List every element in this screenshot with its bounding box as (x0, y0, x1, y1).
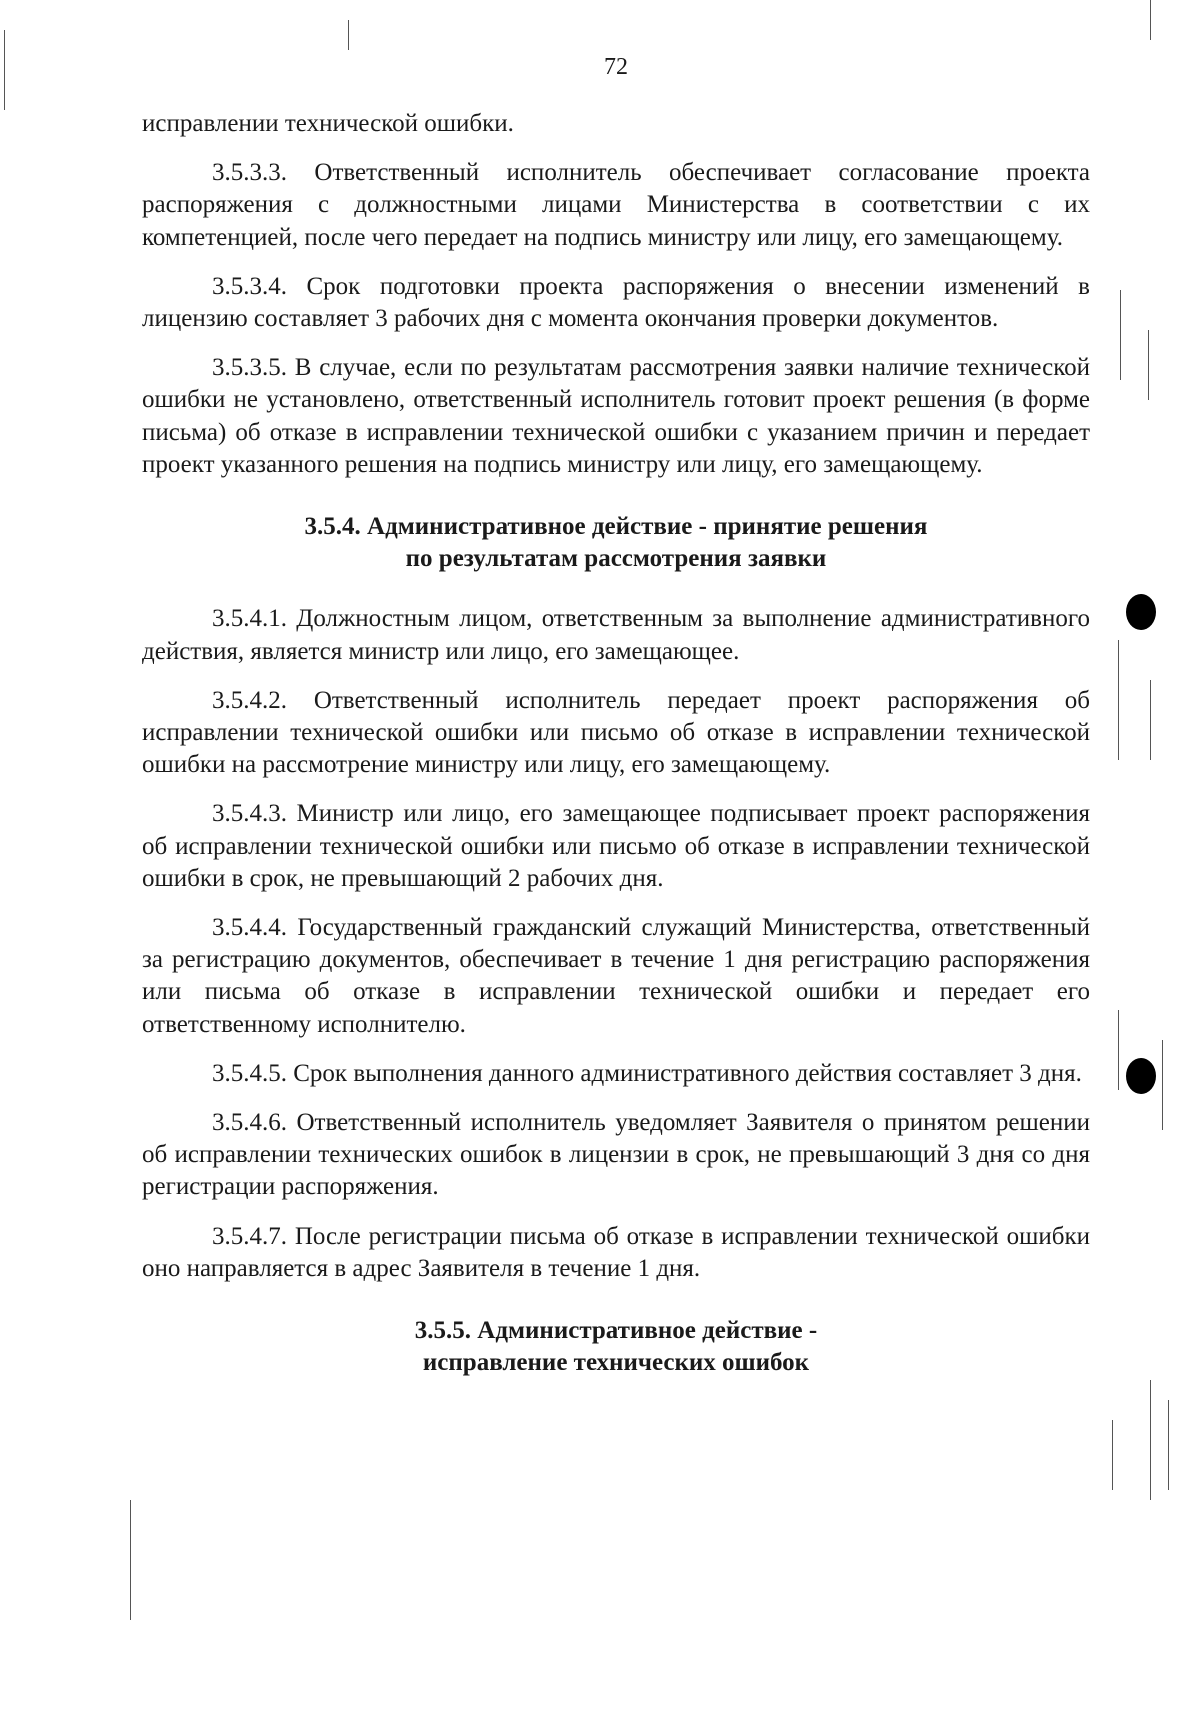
page-number: 72 (604, 54, 628, 80)
paragraph-3-5-4-5: 3.5.4.5. Срок выполнения данного административного действия составляет 3 дня. (212, 1059, 1082, 1087)
document-body (142, 108, 1090, 1408)
paragraph-3-5-3-5: 3.5.3.5. В случае, если по результатам рассмотрения заявки наличие технической ошибки не установлено, ответственный исполнитель готовит проект решения (в форме письма) об отказе в исправлении технической ошибки с указанием причин и передает проект указанного решения на подпись министру или лицу, его замещающему. (142, 354, 1090, 478)
scan-streak (1150, 1380, 1151, 1500)
section-heading-3-5-4-line2: по результатам рассмотрения заявки (405, 545, 827, 573)
scan-streak (130, 1500, 131, 1620)
scan-hole-dot (1126, 1058, 1156, 1094)
section-heading-3-5-5 (142, 1315, 1090, 1379)
scan-streak (1112, 1420, 1113, 1490)
paragraph-3-5-4-1: 3.5.4.1. Должностным лицом, ответственным за выполнение административного действия, является министр или лицо, его замещающее. (142, 605, 1090, 665)
paragraph-3-5-4-7: 3.5.4.7. После регистрации письма об отказе в исправлении технической ошибки оно направляется в адрес Заявителя в течение 1 дня. (142, 1222, 1090, 1282)
scan-streak (1118, 1010, 1119, 1090)
scan-streak (1148, 330, 1149, 400)
scan-streak (1150, 0, 1151, 40)
paragraph-3-5-3-4: 3.5.3.4. Срок подготовки проекта распоряжения о внесении изменений в лицензию составляет 3 рабочих дня с момента окончания проверки документов. (142, 272, 1090, 333)
section-heading-3-5-5-line2: исправление технических ошибок (422, 1349, 810, 1377)
paragraph-3-5-4-6: 3.5.4.6. Ответственный исполнитель уведомляет Заявителя о принятом решении об исправлении технических ошибок в лицензии в срок, не превышающий 3 дня со дня регистрации распоряжения. (142, 1109, 1090, 1201)
paragraph-3-5-3-3: 3.5.3.3. Ответственный исполнитель обеспечивает согласование проекта распоряжения с должностными лицами Министерства в соответствии с их компетенцией, после чего передает на подпись министру или лицу, его замещающему. (142, 159, 1090, 251)
scan-streak (1118, 640, 1119, 760)
scan-streak (4, 30, 5, 110)
scan-streak (1150, 680, 1151, 760)
paragraph-continuation: исправлении технической ошибки. (142, 110, 514, 137)
scan-streak (1120, 290, 1121, 380)
paragraph-3-5-4-4: 3.5.4.4. Государственный гражданский служащий Министерства, ответственный за регистрацию документов, обеспечивает в течение 1 дня регистрацию распоряжения или письма об отказе в исправлении технической ошибки и передает его ответственному исполнителю. (142, 914, 1090, 1038)
scan-streak (1162, 1040, 1163, 1130)
paragraph-3-5-4-2: 3.5.4.2. Ответственный исполнитель передает проект распоряжения об исправлении технической ошибки или письмо об отказе в исправлении технической ошибки на рассмотрение министру или лицу, его замещающему. (142, 686, 1090, 779)
scan-streak (348, 20, 349, 50)
paragraph-3-5-4-3: 3.5.4.3. Министр или лицо, его замещающее подписывает проект распоряжения об исправлении технической ошибки или письмо об отказе в исправлении технической ошибки в срок, не превышающий 2 рабочих дня. (142, 800, 1090, 892)
section-heading-3-5-5-line1: 3.5.5. Административное действие - (414, 1317, 818, 1345)
section-heading-3-5-4-line1: 3.5.4. Административное действие - принятие решения (304, 513, 928, 541)
scan-hole-dot (1126, 594, 1156, 630)
scan-streak (1168, 1400, 1169, 1490)
section-heading-3-5-4 (142, 511, 1090, 575)
